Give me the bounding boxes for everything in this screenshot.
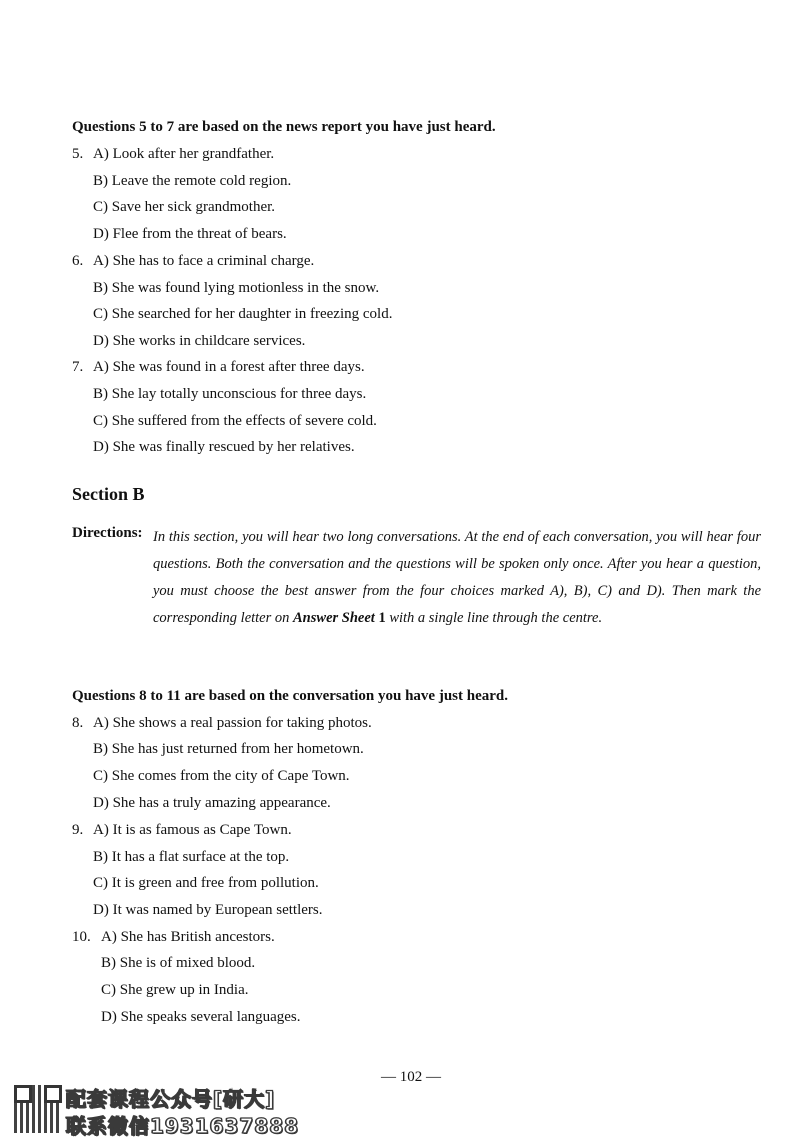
option-5c: C) Save her sick grandmother. (93, 199, 276, 215)
option-8b: B) She has just returned from her hometown. (93, 741, 364, 757)
group-heading-8-11: Questions 8 to 11 are based on the conversation you have just heard. (72, 688, 508, 704)
answer-sheet-number: 1 (378, 610, 386, 626)
directions-part-1: In this section, you will hear two long conversations. At the end of each conversation, you will hear four questions. Both the conversation and the questions will be spoken only once. After you hear a question, you must choose the best answer from the four choices marked A), B), C) and D). Then mark the corresponding letter on (153, 529, 761, 626)
directions-part-2: with a single line through the centre. (385, 610, 603, 626)
option-6b: B) She was found lying motionless in the snow. (93, 280, 380, 296)
option-5b: B) Leave the remote cold region. (93, 173, 292, 189)
qr-code-icon (14, 1085, 62, 1133)
question-number-6: 6. (72, 253, 84, 269)
directions-text (153, 524, 761, 632)
page-number: — 102 — (381, 1069, 441, 1085)
directions-label: Directions: (72, 525, 143, 541)
option-9c: C) It is green and free from pollution. (93, 875, 319, 891)
answer-sheet-label: Answer Sheet (293, 610, 375, 626)
option-8d: D) She has a truly amazing appearance. (93, 795, 331, 811)
option-6a: A) She has to face a criminal charge. (93, 253, 315, 269)
watermark-line-1: 配套课程公众号[研大] (66, 1087, 276, 1111)
option-6c: C) She searched for her daughter in freezing cold. (93, 306, 393, 322)
option-9b: B) It has a flat surface at the top. (93, 849, 290, 865)
option-7c: C) She suffered from the effects of severe cold. (93, 413, 377, 429)
section-title: Section B (72, 484, 145, 504)
group-heading-5-7: Questions 5 to 7 are based on the news report you have just heard. (72, 119, 496, 135)
option-5a: A) Look after her grandfather. (93, 146, 275, 162)
question-number-8: 8. (72, 715, 84, 731)
option-8c: C) She comes from the city of Cape Town. (93, 768, 350, 784)
watermark-line-2: 联系微信1931637888 (66, 1114, 300, 1138)
question-number-7: 7. (72, 359, 84, 375)
option-10b: B) She is of mixed blood. (101, 955, 256, 971)
option-10c: C) She grew up in India. (101, 982, 249, 998)
option-7b: B) She lay totally unconscious for three days. (93, 386, 367, 402)
option-9a: A) It is as famous as Cape Town. (93, 822, 292, 838)
option-10d: D) She speaks several languages. (101, 1009, 301, 1025)
option-9d: D) It was named by European settlers. (93, 902, 323, 918)
option-7d: D) She was finally rescued by her relatives. (93, 439, 355, 455)
option-10a: A) She has British ancestors. (101, 929, 275, 945)
option-6d: D) She works in childcare services. (93, 333, 306, 349)
question-number-10: 10. (72, 929, 91, 945)
option-7a: A) She was found in a forest after three days. (93, 359, 365, 375)
option-5d: D) Flee from the threat of bears. (93, 226, 287, 242)
question-number-5: 5. (72, 146, 84, 162)
question-number-9: 9. (72, 822, 84, 838)
option-8a: A) She shows a real passion for taking photos. (93, 715, 372, 731)
